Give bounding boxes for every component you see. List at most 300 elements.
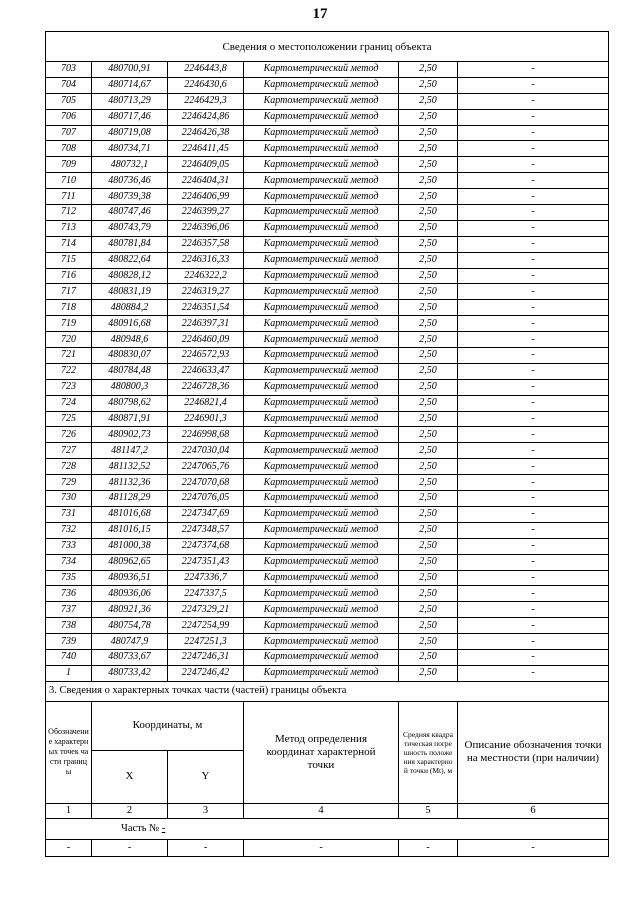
accuracy: 2,50 <box>399 252 458 268</box>
method: Картометрический метод <box>244 332 399 348</box>
x-coordinate: 480747,46 <box>92 205 168 221</box>
method: Картометрический метод <box>244 284 399 300</box>
description: - <box>458 538 609 554</box>
table-row <box>46 363 609 379</box>
y-coordinate: 2247329,21 <box>168 602 244 618</box>
point-number: 735 <box>46 570 92 586</box>
method: Картометрический метод <box>244 554 399 570</box>
y-coordinate: 2246404,31 <box>168 173 244 189</box>
method: Картометрический метод <box>244 189 399 205</box>
method: Картометрический метод <box>244 205 399 221</box>
document-table-frame <box>45 31 608 857</box>
x-coordinate: 480739,38 <box>92 189 168 205</box>
point-number: 729 <box>46 475 92 491</box>
y-coordinate: 2246998,68 <box>168 427 244 443</box>
point-number: 730 <box>46 491 92 507</box>
description: - <box>458 459 609 475</box>
col-number: 1 <box>46 803 92 818</box>
y-coordinate: 2247246,31 <box>168 649 244 665</box>
point-number: 740 <box>46 649 92 665</box>
part-row <box>46 818 609 839</box>
point-number: 724 <box>46 395 92 411</box>
accuracy: 2,50 <box>399 205 458 221</box>
accuracy: 2,50 <box>399 649 458 665</box>
table-row <box>46 316 609 332</box>
description: - <box>458 141 609 157</box>
method: Картометрический метод <box>244 173 399 189</box>
table-row <box>46 649 609 665</box>
y-coordinate: 2246821,4 <box>168 395 244 411</box>
description: - <box>458 205 609 221</box>
table-row <box>46 475 609 491</box>
accuracy: 2,50 <box>399 395 458 411</box>
method: Картометрический метод <box>244 348 399 364</box>
x-coordinate: 481000,38 <box>92 538 168 554</box>
y-coordinate: 2246319,27 <box>168 284 244 300</box>
y-coordinate: 2246411,45 <box>168 141 244 157</box>
method: Картометрический метод <box>244 634 399 650</box>
point-number: 739 <box>46 634 92 650</box>
point-number: 718 <box>46 300 92 316</box>
point-number: 720 <box>46 332 92 348</box>
description: - <box>458 379 609 395</box>
x-coordinate: 480831,19 <box>92 284 168 300</box>
accuracy: 2,50 <box>399 109 458 125</box>
x-coordinate: 480714,67 <box>92 77 168 93</box>
table-row <box>46 570 609 586</box>
method: Картометрический метод <box>244 602 399 618</box>
method: Картометрический метод <box>244 411 399 427</box>
point-number: 728 <box>46 459 92 475</box>
x-coordinate: 480902,73 <box>92 427 168 443</box>
y-coordinate: 2246406,99 <box>168 189 244 205</box>
accuracy: 2,50 <box>399 268 458 284</box>
method: Картометрический метод <box>244 649 399 665</box>
description: - <box>458 157 609 173</box>
description-header <box>458 701 609 803</box>
point-number: 726 <box>46 427 92 443</box>
accuracy: 2,50 <box>399 316 458 332</box>
point-number: 713 <box>46 220 92 236</box>
y-coordinate: 2246633,47 <box>168 363 244 379</box>
table-row <box>46 459 609 475</box>
accuracy: 2,50 <box>399 634 458 650</box>
accuracy: 2,50 <box>399 300 458 316</box>
empty-cell: - <box>458 839 609 856</box>
y-coordinate: 2246572,93 <box>168 348 244 364</box>
method: Картометрический метод <box>244 236 399 252</box>
y-coordinate: 2246901,3 <box>168 411 244 427</box>
description: - <box>458 300 609 316</box>
y-coordinate: 2246430,6 <box>168 77 244 93</box>
accuracy: 2,50 <box>399 189 458 205</box>
y-coordinate: 2246399,27 <box>168 205 244 221</box>
accuracy: 2,50 <box>399 602 458 618</box>
point-number: 738 <box>46 618 92 634</box>
point-number: 707 <box>46 125 92 141</box>
description: - <box>458 284 609 300</box>
description: - <box>458 268 609 284</box>
table-row <box>46 506 609 522</box>
accuracy: 2,50 <box>399 173 458 189</box>
x-coordinate: 481132,36 <box>92 475 168 491</box>
table-row <box>46 586 609 602</box>
point-number: 705 <box>46 93 92 109</box>
accuracy: 2,50 <box>399 665 458 681</box>
table-row <box>46 236 609 252</box>
description: - <box>458 220 609 236</box>
point-number: 725 <box>46 411 92 427</box>
method: Картометрический метод <box>244 618 399 634</box>
description: - <box>458 506 609 522</box>
y-coordinate: 2246424,86 <box>168 109 244 125</box>
x-coordinate: 480822,64 <box>92 252 168 268</box>
description: - <box>458 189 609 205</box>
accuracy: 2,50 <box>399 125 458 141</box>
section-title: Сведения о местоположении границ объекта <box>46 32 609 62</box>
x-coordinate: 480733,67 <box>92 649 168 665</box>
table-row <box>46 427 609 443</box>
col1-header-text: Обозначение характерных точек части границы <box>48 727 89 777</box>
x-coordinate: 480884,2 <box>92 300 168 316</box>
accuracy: 2,50 <box>399 554 458 570</box>
point-number: 708 <box>46 141 92 157</box>
col-number: 5 <box>399 803 458 818</box>
x-coordinate: 480717,46 <box>92 109 168 125</box>
boundary-points-table <box>45 31 609 857</box>
accuracy: 2,50 <box>399 157 458 173</box>
part-label: Часть № <box>121 822 160 834</box>
description: - <box>458 173 609 189</box>
method: Картометрический метод <box>244 665 399 681</box>
x-coordinate: 481132,52 <box>92 459 168 475</box>
col-number: 4 <box>244 803 399 818</box>
description: - <box>458 316 609 332</box>
description: - <box>458 443 609 459</box>
method: Картометрический метод <box>244 491 399 507</box>
y-coordinate: 2246351,54 <box>168 300 244 316</box>
empty-cell: - <box>168 839 244 856</box>
point-number: 710 <box>46 173 92 189</box>
accuracy: 2,50 <box>399 379 458 395</box>
method-header-text: Метод определения координат характерной точки <box>266 732 376 771</box>
y-coordinate: 2247374,68 <box>168 538 244 554</box>
x-coordinate: 480936,06 <box>92 586 168 602</box>
x-coordinate: 480736,46 <box>92 173 168 189</box>
point-number: 719 <box>46 316 92 332</box>
method: Картометрический метод <box>244 538 399 554</box>
point-number: 703 <box>46 62 92 78</box>
y-coordinate: 2247251,3 <box>168 634 244 650</box>
table-row <box>46 141 609 157</box>
method: Картометрический метод <box>244 395 399 411</box>
point-number: 716 <box>46 268 92 284</box>
x-coordinate: 480798,62 <box>92 395 168 411</box>
point-number: 723 <box>46 379 92 395</box>
description: - <box>458 363 609 379</box>
table-row <box>46 300 609 316</box>
x-coordinate: 481016,15 <box>92 522 168 538</box>
y-coordinate: 2246429,3 <box>168 93 244 109</box>
x-coordinate: 480719,08 <box>92 125 168 141</box>
method: Картометрический метод <box>244 62 399 78</box>
section3-title: 3. Сведения о характерных точках части (частей) границы объекта <box>46 681 609 701</box>
table-row <box>46 618 609 634</box>
method: Картометрический метод <box>244 77 399 93</box>
point-number: 732 <box>46 522 92 538</box>
y-coordinate: 2247030,04 <box>168 443 244 459</box>
method: Картометрический метод <box>244 220 399 236</box>
x-coordinate: 480830,07 <box>92 348 168 364</box>
x-coordinate: 480936,51 <box>92 570 168 586</box>
x-coordinate: 480921,36 <box>92 602 168 618</box>
description: - <box>458 332 609 348</box>
table-row <box>46 189 609 205</box>
accuracy: 2,50 <box>399 586 458 602</box>
y-header: Y <box>168 750 244 803</box>
accuracy: 2,50 <box>399 93 458 109</box>
y-coordinate: 2247351,43 <box>168 554 244 570</box>
method-header <box>244 701 399 803</box>
accuracy: 2,50 <box>399 411 458 427</box>
accuracy: 2,50 <box>399 363 458 379</box>
y-coordinate: 2246443,8 <box>168 62 244 78</box>
description: - <box>458 252 609 268</box>
table-row <box>46 602 609 618</box>
y-coordinate: 2247246,42 <box>168 665 244 681</box>
y-coordinate: 2246357,58 <box>168 236 244 252</box>
point-number: 727 <box>46 443 92 459</box>
x-coordinate: 481128,29 <box>92 491 168 507</box>
point-number: 704 <box>46 77 92 93</box>
table-row <box>46 491 609 507</box>
table-row <box>46 157 609 173</box>
y-coordinate: 2246409,05 <box>168 157 244 173</box>
description: - <box>458 554 609 570</box>
point-number: 714 <box>46 236 92 252</box>
method: Картометрический метод <box>244 141 399 157</box>
method: Картометрический метод <box>244 268 399 284</box>
description: - <box>458 77 609 93</box>
description: - <box>458 62 609 78</box>
col1-header <box>46 701 92 803</box>
x-coordinate: 480700,91 <box>92 62 168 78</box>
table-row <box>46 252 609 268</box>
y-coordinate: 2246460,09 <box>168 332 244 348</box>
description: - <box>458 411 609 427</box>
method: Картометрический метод <box>244 459 399 475</box>
y-coordinate: 2246397,31 <box>168 316 244 332</box>
x-coordinate: 480784,48 <box>92 363 168 379</box>
method: Картометрический метод <box>244 427 399 443</box>
point-number: 711 <box>46 189 92 205</box>
table-row <box>46 634 609 650</box>
description: - <box>458 618 609 634</box>
y-coordinate: 2247348,57 <box>168 522 244 538</box>
table-row <box>46 284 609 300</box>
point-number: 709 <box>46 157 92 173</box>
accuracy: 2,50 <box>399 475 458 491</box>
accuracy: 2,50 <box>399 77 458 93</box>
col-number: 6 <box>458 803 609 818</box>
point-number: 733 <box>46 538 92 554</box>
description: - <box>458 348 609 364</box>
x-coordinate: 480754,78 <box>92 618 168 634</box>
point-number: 731 <box>46 506 92 522</box>
description: - <box>458 602 609 618</box>
point-number: 722 <box>46 363 92 379</box>
y-coordinate: 2247347,69 <box>168 506 244 522</box>
method: Картометрический метод <box>244 125 399 141</box>
empty-cell: - <box>399 839 458 856</box>
table-row <box>46 395 609 411</box>
accuracy: 2,50 <box>399 506 458 522</box>
table-row <box>46 554 609 570</box>
accuracy-header-text: Средняя квадратическая погрешность положения характерной точки (Mt), м <box>403 729 453 775</box>
method: Картометрический метод <box>244 522 399 538</box>
accuracy: 2,50 <box>399 538 458 554</box>
y-coordinate: 2247070,68 <box>168 475 244 491</box>
part-value: - <box>161 822 166 834</box>
accuracy: 2,50 <box>399 236 458 252</box>
table-row <box>46 665 609 681</box>
description: - <box>458 522 609 538</box>
x-coordinate: 481016,68 <box>92 506 168 522</box>
table-row <box>46 538 609 554</box>
y-coordinate: 2246316,33 <box>168 252 244 268</box>
accuracy: 2,50 <box>399 459 458 475</box>
x-coordinate: 480734,71 <box>92 141 168 157</box>
method: Картометрический метод <box>244 109 399 125</box>
description: - <box>458 570 609 586</box>
y-coordinate: 2246728,36 <box>168 379 244 395</box>
accuracy: 2,50 <box>399 427 458 443</box>
description: - <box>458 109 609 125</box>
table-row <box>46 77 609 93</box>
empty-cell: - <box>244 839 399 856</box>
x-coordinate: 480871,91 <box>92 411 168 427</box>
table-row <box>46 205 609 221</box>
table-row <box>46 109 609 125</box>
x-coordinate: 480732,1 <box>92 157 168 173</box>
description-header-text: Описание обозначения точки на местности (при наличии) <box>464 739 602 765</box>
description: - <box>458 475 609 491</box>
y-coordinate: 2246426,38 <box>168 125 244 141</box>
table-row <box>46 125 609 141</box>
y-coordinate: 2247337,5 <box>168 586 244 602</box>
empty-cell: - <box>92 839 168 856</box>
table-row <box>46 220 609 236</box>
y-coordinate: 2246322,2 <box>168 268 244 284</box>
table-row <box>46 93 609 109</box>
point-number: 717 <box>46 284 92 300</box>
accuracy: 2,50 <box>399 284 458 300</box>
accuracy: 2,50 <box>399 62 458 78</box>
description: - <box>458 427 609 443</box>
accuracy: 2,50 <box>399 618 458 634</box>
method: Картометрический метод <box>244 443 399 459</box>
table-row <box>46 348 609 364</box>
accuracy: 2,50 <box>399 332 458 348</box>
point-number: 706 <box>46 109 92 125</box>
x-coordinate: 480743,79 <box>92 220 168 236</box>
point-number: 737 <box>46 602 92 618</box>
y-coordinate: 2247336,7 <box>168 570 244 586</box>
description: - <box>458 665 609 681</box>
table-row <box>46 411 609 427</box>
coords-header: Координаты, м <box>92 701 244 750</box>
accuracy: 2,50 <box>399 141 458 157</box>
x-coordinate: 480828,12 <box>92 268 168 284</box>
point-number: 1 <box>46 665 92 681</box>
description: - <box>458 125 609 141</box>
description: - <box>458 236 609 252</box>
x-coordinate: 480713,29 <box>92 93 168 109</box>
accuracy: 2,50 <box>399 522 458 538</box>
x-coordinate: 480733,42 <box>92 665 168 681</box>
x-coordinate: 480781,84 <box>92 236 168 252</box>
table-row <box>46 268 609 284</box>
point-number: 721 <box>46 348 92 364</box>
table-row <box>46 379 609 395</box>
table-row <box>46 443 609 459</box>
col-number: 3 <box>168 803 244 818</box>
description: - <box>458 586 609 602</box>
x-coordinate: 480948,6 <box>92 332 168 348</box>
method: Картометрический метод <box>244 475 399 491</box>
method: Картометрический метод <box>244 252 399 268</box>
x-coordinate: 480962,65 <box>92 554 168 570</box>
point-number: 712 <box>46 205 92 221</box>
description: - <box>458 634 609 650</box>
method: Картометрический метод <box>244 570 399 586</box>
method: Картометрический метод <box>244 300 399 316</box>
method: Картометрический метод <box>244 93 399 109</box>
description: - <box>458 93 609 109</box>
x-coordinate: 480747,9 <box>92 634 168 650</box>
method: Картометрический метод <box>244 379 399 395</box>
point-number: 736 <box>46 586 92 602</box>
method: Картометрический метод <box>244 586 399 602</box>
accuracy: 2,50 <box>399 443 458 459</box>
description: - <box>458 491 609 507</box>
accuracy: 2,50 <box>399 220 458 236</box>
accuracy: 2,50 <box>399 570 458 586</box>
y-coordinate: 2247076,05 <box>168 491 244 507</box>
description: - <box>458 395 609 411</box>
x-coordinate: 480916,68 <box>92 316 168 332</box>
table-row <box>46 332 609 348</box>
page-number: 17 <box>312 6 328 22</box>
empty-cell: - <box>46 839 92 856</box>
y-coordinate: 2247065,76 <box>168 459 244 475</box>
col-number: 2 <box>92 803 168 818</box>
x-coordinate: 481147,2 <box>92 443 168 459</box>
table-row <box>46 173 609 189</box>
point-number: 715 <box>46 252 92 268</box>
accuracy-header <box>399 701 458 803</box>
description: - <box>458 649 609 665</box>
x-coordinate: 480800,3 <box>92 379 168 395</box>
accuracy: 2,50 <box>399 491 458 507</box>
method: Картометрический метод <box>244 506 399 522</box>
point-number: 734 <box>46 554 92 570</box>
method: Картометрический метод <box>244 157 399 173</box>
table-row <box>46 522 609 538</box>
method: Картометрический метод <box>244 363 399 379</box>
y-coordinate: 2247254,99 <box>168 618 244 634</box>
y-coordinate: 2246396,06 <box>168 220 244 236</box>
